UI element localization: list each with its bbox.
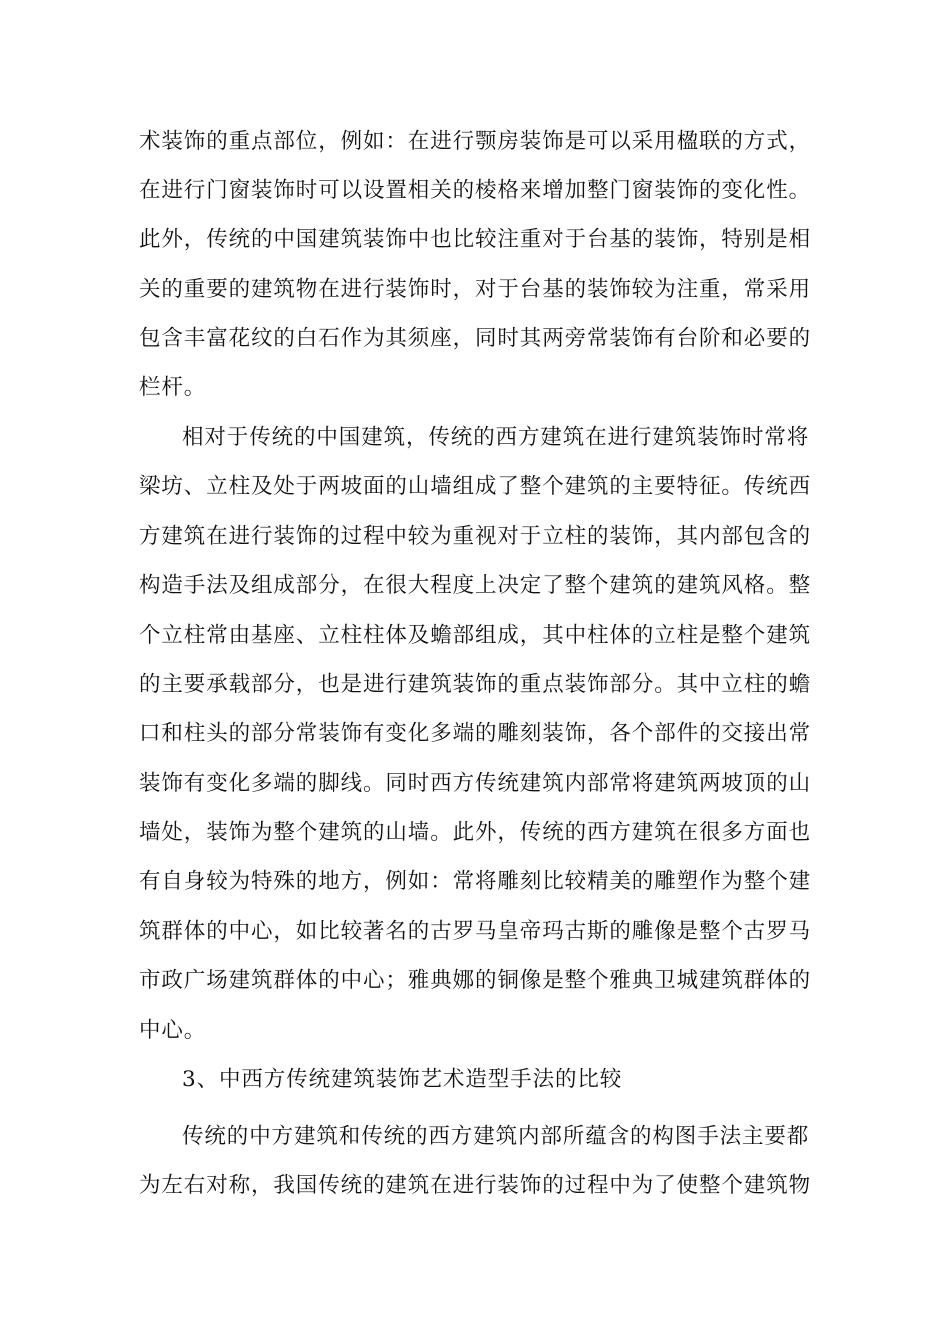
text-line: 构造手法及组成部分，在很大程度上决定了整个建筑的建筑风格。整 [139,573,812,598]
text-line: 方建筑在进行装饰的过程中较为重视对于立柱的装饰，其内部包含的 [139,524,812,549]
paragraph-first-line: 相对于传统的中国建筑，传统的西方建筑在进行建筑装饰时常将 [182,425,810,450]
text-line: 此外，传统的中国建筑装饰中也比较注重对于台基的装饰，特别是相 [139,227,812,252]
text-line: 梁坊、立柱及处于两坡面的山墙组成了整个建筑的主要特征。传统西 [139,474,812,499]
text-line: 为左右对称，我国传统的建筑在进行装饰的过程中为了使整个建筑物 [139,1173,812,1198]
text-line: 装饰有变化多端的脚线。同时西方传统建筑内部常将建筑两坡顶的山 [139,771,812,796]
text-line: 中心。 [139,1018,207,1043]
text-line: 口和柱头的部分常装饰有变化多端的雕刻装饰，各个部件的交接出常 [139,721,812,746]
text-line: 栏杆。 [139,375,207,400]
text-line: 个立柱常由基座、立柱柱体及蟾部组成，其中柱体的立柱是整个建筑 [139,623,812,648]
text-line: 包含丰富花纹的白石作为其须座，同时其两旁常装饰有台阶和必要的 [139,326,812,351]
paragraph-first-line: 传统的中方建筑和传统的西方建筑内部所蕴含的构图手法主要都 [182,1124,810,1149]
text-line: 的主要承载部分，也是进行建筑装饰的重点装饰部分。其中立柱的蟾 [139,672,812,697]
section-heading: 3、中西方传统建筑装饰艺术造型手法的比较 [182,1067,623,1092]
text-line: 筑群体的中心，如比较著名的古罗马皇帝玛古斯的雕像是整个古罗马 [139,919,812,944]
text-line: 有自身较为特殊的地方，例如：常将雕刻比较精美的雕塑作为整个建 [139,869,812,894]
text-line: 关的重要的建筑物在进行装饰时，对于台基的装饰较为注重，常采用 [139,277,812,302]
text-line: 墙处，装饰为整个建筑的山墙。此外，传统的西方建筑在很多方面也 [139,820,812,845]
text-line: 术装饰的重点部位，例如：在进行颚房装饰是可以采用楹联的方式， [139,129,812,154]
text-line: 在进行门窗装饰时可以设置相关的棱格来增加整门窗装饰的变化性。 [139,178,812,203]
text-line: 市政广场建筑群体的中心；雅典娜的铜像是整个雅典卫城建筑群体的 [139,968,812,993]
